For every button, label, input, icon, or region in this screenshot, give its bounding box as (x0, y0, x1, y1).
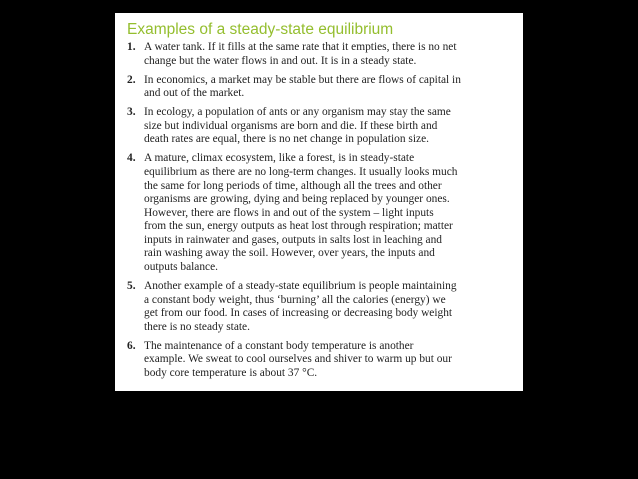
item-text-line: The maintenance of a constant body temperature is another (144, 339, 414, 352)
item-text-line: death rates are equal, there is no net change in population size. (144, 133, 429, 146)
item-text-line: example. We sweat to cool ourselves and shiver to warm up but our (144, 353, 452, 366)
item-text-line: A mature, climax ecosystem, like a forest, is in steady-state (144, 152, 415, 165)
list-item (127, 152, 509, 274)
item-text-line: In economics, a market may be stable but there are flows of capital in (144, 73, 461, 86)
item-text-line: inputs in rainwater and gases, outputs in salts lost in leaching and (144, 233, 443, 246)
item-text (144, 340, 509, 381)
item-text-line: body core temperature is about 37 °C. (144, 367, 318, 380)
item-text-line: In ecology, a population of ants or any organism may stay the same (144, 106, 451, 119)
item-text-line: Another example of a steady-state equilibrium is people maintaining (144, 280, 457, 293)
list-item (127, 280, 509, 334)
item-number: 6. (127, 339, 136, 352)
list-item (127, 41, 509, 68)
item-text-line: organisms are growing, dying and being replaced by younger ones. (144, 193, 450, 206)
item-text-line: a constant body weight, thus ‘burning’ all the calories (energy) we (144, 293, 446, 306)
item-text-line: equilibrium as there are no long-term changes. It usually looks much (144, 165, 458, 178)
item-number: 3. (127, 106, 136, 119)
content-panel (115, 13, 523, 391)
list-item (127, 340, 509, 381)
item-text-line: there is no steady state. (144, 320, 250, 333)
item-text-line: and out of the market. (144, 87, 245, 100)
item-number: 2. (127, 73, 136, 86)
item-text (144, 106, 509, 147)
item-text-line: rain washing away the soil. However, over years, the inputs and (144, 247, 435, 260)
item-text-line: from the sun, energy outputs as heat lost through respiration; matter (144, 220, 453, 233)
examples-list (127, 41, 509, 381)
item-number: 5. (127, 280, 136, 293)
item-number: 4. (127, 152, 136, 165)
item-text-line: get from our food. In cases of increasing or decreasing body weight (144, 307, 453, 320)
item-text (144, 152, 509, 274)
item-text-line: the same for long periods of time, although all the trees and other (144, 179, 442, 192)
list-item (127, 74, 509, 101)
item-number: 1. (127, 41, 136, 53)
item-text (144, 41, 509, 68)
item-text (144, 280, 509, 334)
item-text-line: A water tank. If it fills at the same rate that it empties, there is no net (144, 41, 457, 53)
item-text-line: size but individual organisms are born and die. If these birth and (144, 119, 438, 132)
list-item (127, 106, 509, 147)
item-text-line: However, there are flows in and out of the system – light inputs (144, 206, 434, 219)
item-text-line: outputs balance. (144, 261, 219, 274)
item-text-line: change but the water flows in and out. It is in a steady state. (144, 54, 417, 67)
page-title: Examples of a steady-state equilibrium (127, 21, 394, 38)
item-text (144, 74, 509, 101)
